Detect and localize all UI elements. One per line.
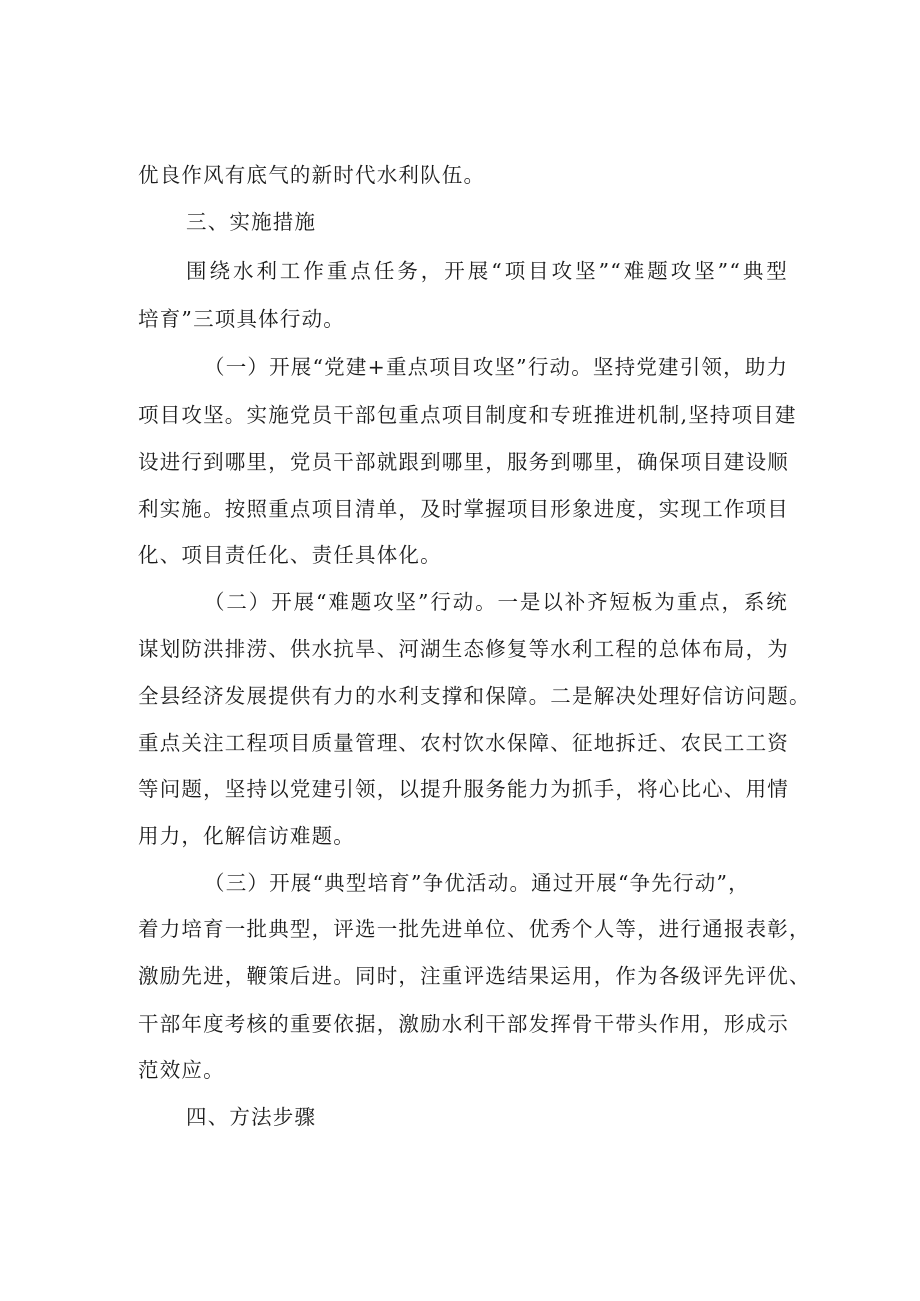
text-line: 培育”三项具体行动。 — [138, 307, 345, 331]
text-line: （三）开展“典型培育”争优活动。通过开展“争先行动”， — [204, 871, 750, 895]
text-line: 着力培育一批典型，评选一批先进单位、优秀个人等，进行通报表彰， — [138, 917, 811, 941]
text-line: 全县经济发展提供有力的水利支撑和保障。二是解决处理好信访问题。 — [138, 684, 811, 708]
text-line: （二）开展“难题攻坚”行动。一是以补齐短板为重点，系统 — [204, 590, 788, 614]
text-line: 化、项目责任化、责任具体化。 — [138, 543, 442, 567]
text-line: 范效应。 — [138, 1058, 225, 1082]
text-line: 干部年度考核的重要依据，激励水利干部发挥骨干带头作用，形成示 — [138, 1012, 789, 1036]
section-heading: 三、实施措施 — [186, 210, 317, 234]
section-heading: 四、方法步骤 — [186, 1105, 317, 1129]
text-line: 激励先进，鞭策后进。同时，注重评选结果运用，作为各级评先评优、 — [138, 964, 811, 988]
text-line: 优良作风有底气的新时代水利队伍。 — [138, 163, 486, 187]
text-line: 用力，化解信访难题。 — [138, 824, 355, 848]
text-line: 谋划防洪排涝、供水抗旱、河湖生态修复等水利工程的总体布局，为 — [138, 637, 789, 661]
text-line: 设进行到哪里，党员干部就跟到哪里，服务到哪里，确保项目建设顺 — [138, 450, 789, 474]
text-line: 围绕水利工作重点任务，开展“项目攻坚”“难题攻坚”“典型 — [186, 259, 788, 283]
text-line: 利实施。按照重点项目清单，及时掌握项目形象进度，实现工作项目 — [138, 497, 789, 521]
text-line: 重点关注工程项目质量管理、农村饮水保障、征地拆迁、农民工工资 — [138, 731, 789, 755]
text-line: （一）开展“党建+重点项目攻坚”行动。坚持党建引领，助力 — [204, 355, 789, 379]
text-line: 项目攻坚。实施党员干部包重点项目制度和专班推进机制,坚持项目建 — [138, 403, 797, 427]
text-line: 等问题，坚持以党建引领，以提升服务能力为抓手，将心比心、用情 — [138, 777, 789, 801]
